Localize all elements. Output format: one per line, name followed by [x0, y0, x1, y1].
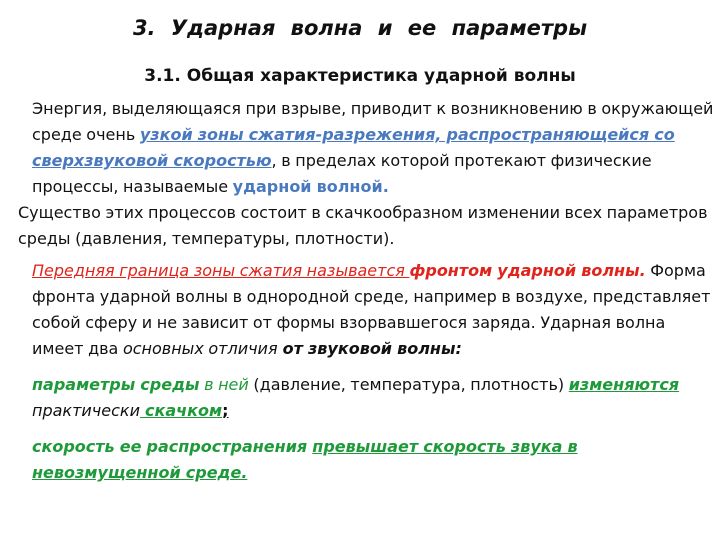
p3-semicolon: ; — [222, 401, 229, 420]
p2-front-boundary: Передняя граница зоны сжатия называется — [32, 261, 410, 280]
paragraph-difference-1 — [18, 372, 718, 424]
p1-period: . — [382, 177, 389, 196]
p3-change: изменяются — [568, 375, 680, 394]
slide-body — [18, 96, 718, 486]
slide-title: 3. Ударная волна и ее параметры — [132, 16, 588, 40]
p3-in-it: в ней — [199, 375, 249, 394]
section-subtitle: 3.1. Общая характеристика ударной волны — [144, 66, 576, 86]
p1-text-3: , в пределах которой протекают физические процессы, называемые — [32, 151, 652, 196]
p3-params: параметры среды — [32, 375, 200, 394]
p4-exceeds: превышает скорость звука в невозмущенной среде. — [32, 437, 578, 482]
p2-term-front: фронтом ударной волны. — [409, 261, 646, 280]
p1-term-shock-wave: ударной волной — [232, 177, 383, 196]
p2-main-differences: основных отличия — [122, 339, 278, 358]
p3-practically: практически — [32, 401, 140, 420]
paragraph-front — [18, 258, 718, 362]
paragraph-difference-2 — [18, 434, 718, 486]
p3-text-3: (давление, температура, плотность) — [248, 375, 569, 394]
p2-text-3: Форма фронта ударной волны в однородной среде, например в воздухе, представляет собой сферу и не зависит от формы взорвавшегося заряда. Ударная волна имеет два — [32, 261, 711, 358]
paragraph-essence: Существо этих процессов состоит в скачкообразном изменении всех параметров среды (давления, температуры, плотности). — [18, 203, 708, 248]
p1-highlight-zone: узкой зоны сжатия-разрежения, распространяющейся со сверхзвуковой скоростью — [32, 125, 675, 170]
p3-jump: скачком — [139, 401, 223, 420]
p4-speed: скорость ее распространения — [32, 437, 313, 456]
p2-from-sound-wave: от звуковой волны: — [277, 339, 462, 358]
p1-text-1: Энергия, выделяющаяся при взрыве, приводит к возникновению в окружающей среде очень — [32, 99, 714, 144]
paragraph-energy — [18, 96, 718, 200]
